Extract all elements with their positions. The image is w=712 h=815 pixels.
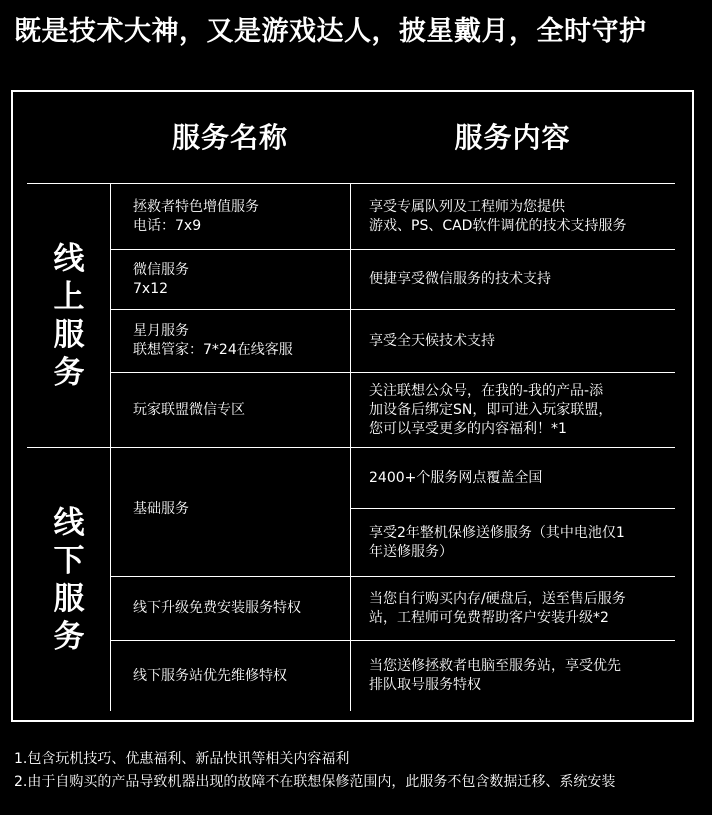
service-name-line: 线下升级免费安装服务特权 xyxy=(133,600,301,616)
footnote-1: 1.包含玩机技巧、优惠福利、新品快讯等相关内容福利 xyxy=(14,751,350,767)
service-content-line: 您可以享受更多的内容福利！*1 xyxy=(369,420,567,437)
header-service-content: 服务内容 xyxy=(454,121,571,154)
service-content-cell xyxy=(351,509,675,576)
service-name-line: 拯救者特色增值服务 xyxy=(133,198,259,215)
service-name-line: 线下服务站优先维修特权 xyxy=(133,667,287,684)
service-name-line: 基础服务 xyxy=(133,501,189,517)
service-content-line: 站，工程师可免费帮助客户安装升级*2 xyxy=(369,609,609,626)
service-content-cell xyxy=(351,250,675,309)
service-name-cell xyxy=(111,184,350,249)
category-offline-label: 线下服务 xyxy=(53,504,85,655)
service-content-line: 享受专属队列及工程师为您提供 xyxy=(369,198,565,215)
service-name-cell xyxy=(111,641,350,711)
service-content-line: 享受2年整机保修送修服务（其中电池仅1 xyxy=(369,524,625,541)
service-content-cell xyxy=(351,641,675,711)
service-content-line: 便捷享受微信服务的技术支持 xyxy=(369,271,551,287)
service-name-line: 联想管家：7*24在线客服 xyxy=(133,342,293,358)
service-name-line: 微信服务 xyxy=(133,261,189,278)
service-content-line: 年送修服务） xyxy=(369,543,453,560)
footnote-2: 2.由于自购买的产品导致机器出现的故障不在联想保修范围内，此服务不包含数据迁移、系统安装 xyxy=(14,774,616,790)
page-headline: 既是技术大神，又是游戏达人，披星戴月，全时守护 xyxy=(14,16,647,47)
service-content-cell xyxy=(351,448,675,508)
service-name-cell xyxy=(111,577,350,640)
service-content-line: 游戏、PS、CAD软件调优的技术支持服务 xyxy=(369,217,627,234)
service-name-line: 电话：7x9 xyxy=(133,217,202,234)
service-content-line: 当您自行购买内存/硬盘后，送至售后服务 xyxy=(369,590,626,607)
service-content-line: 2400+个服务网点覆盖全国 xyxy=(369,469,543,486)
header-service-name: 服务名称 xyxy=(171,121,288,154)
service-content-cell xyxy=(351,310,675,372)
service-name-line: 星月服务 xyxy=(133,323,189,339)
category-online-label: 线上服务 xyxy=(53,240,85,391)
service-content-cell xyxy=(351,184,675,249)
service-name-line: 玩家联盟微信专区 xyxy=(133,401,245,418)
service-content-line: 排队取号服务特权 xyxy=(369,677,481,693)
service-content-line: 当您送修拯救者电脑至服务站，享受优先 xyxy=(369,658,621,674)
service-content-cell xyxy=(351,577,675,640)
service-name-cell xyxy=(111,373,350,447)
service-name-cell xyxy=(111,310,350,372)
service-content-line: 加设备后绑定SN，即可进入玩家联盟， xyxy=(369,401,613,418)
service-content-line: 关注联想公众号，在我的-我的产品-添 xyxy=(369,382,604,399)
category-online xyxy=(27,184,111,447)
service-content-cell xyxy=(351,373,675,447)
service-content-line: 享受全天候技术支持 xyxy=(369,332,495,349)
category-offline xyxy=(27,448,111,711)
service-name-line: 7x12 xyxy=(133,280,169,297)
service-name-cell xyxy=(111,250,350,309)
service-name-cell xyxy=(111,448,350,576)
